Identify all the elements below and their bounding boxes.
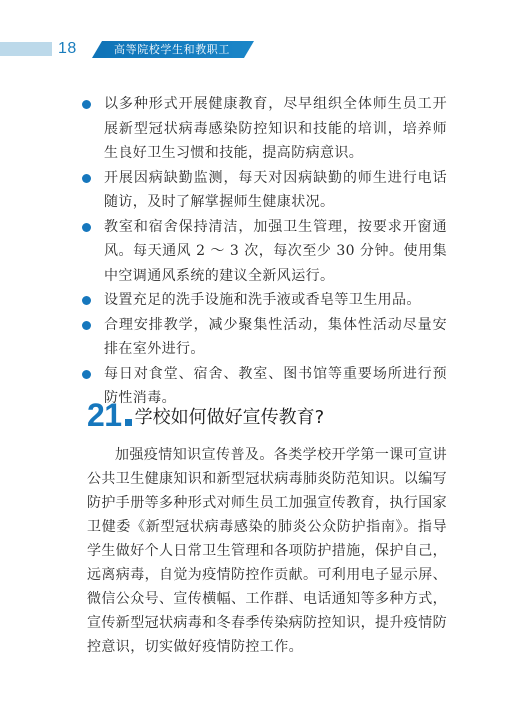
section-title: 学校如何做好宣传教育?	[134, 407, 325, 428]
list-item	[82, 92, 447, 166]
section-dot-icon	[125, 419, 132, 426]
list-item	[82, 215, 447, 289]
running-title: 高等院校学生和教职工	[114, 43, 230, 56]
section-number: 21	[87, 397, 122, 433]
page-header	[0, 38, 509, 60]
list-item-text: 开展因病缺勤监测，每天对因病缺勤的师生进行电话随访，及时了解掌握师生健康状况。	[104, 169, 447, 210]
list-item	[82, 313, 447, 362]
list-item-text: 以多种形式开展健康教育，尽早组织全体师生员工开展新型冠状病毒感染防控知识和技能的培训，培养师生良好卫生习惯和技能，提高防病意识。	[104, 96, 447, 161]
list-item	[82, 166, 447, 215]
list-item-text: 教室和宿舍保持清洁，加强卫生管理，按要求开窗通风。每天通风 2 ～ 3 次，每次至少 30 分钟。使用集中空调通风系统的建议全新风运行。	[104, 218, 447, 284]
list-item-text: 设置充足的洗手设施和洗手液或香皂等卫生用品。	[104, 292, 421, 308]
bullet-icon	[82, 296, 91, 305]
list-item-text: 合理安排教学，减少聚集性活动，集体性活动尽量安排在室外进行。	[104, 316, 447, 357]
bullet-icon	[82, 174, 91, 183]
bullet-icon	[82, 223, 91, 232]
bullet-icon	[82, 100, 91, 109]
bullet-icon	[82, 321, 91, 330]
page-number: 18	[58, 40, 77, 57]
header-accent-band	[0, 42, 52, 56]
bullet-icon	[82, 370, 91, 379]
body-paragraph: 加强疫情知识宣传普及。各类学校开学第一课可宣讲公共卫生健康知识和新型冠状病毒肺炎防范知识。以编写防护手册等多种形式对师生员工加强宣传教育，执行国家卫健委《新型冠状病毒感染的肺炎公众防护指南》。指导学生做好个人日常卫生管理和各项防护措施，保护自己，远离病毒，自觉为疫情防控作贡献。可利用电子显示屏、微信公众号、宣传横幅、工作群、电话通知等多种方式，宣传新型冠状病毒和冬春季传染病防控知识，提升疫情防控意识，切实做好疫情防控工作。	[87, 447, 447, 655]
section-heading	[87, 393, 324, 433]
list-item-text: 每日对食堂、宿舍、教室、图书馆等重要场所进行预防性消毒。	[104, 365, 447, 406]
bullet-list	[82, 92, 447, 411]
list-item	[82, 288, 447, 313]
